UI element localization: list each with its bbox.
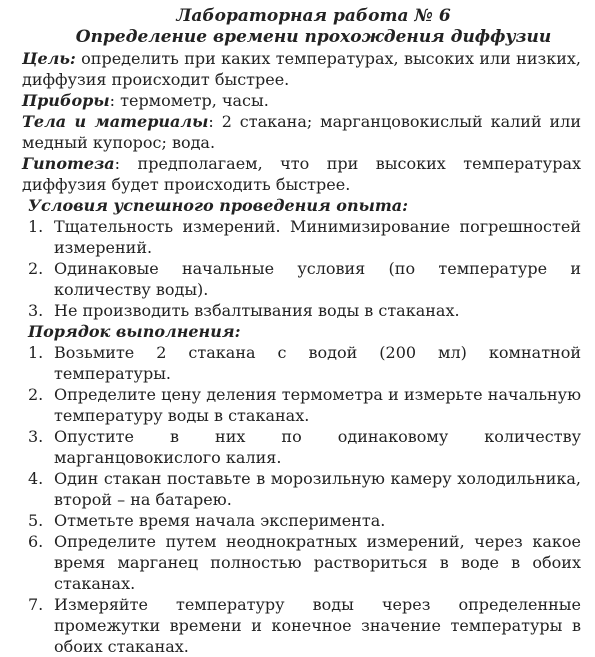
list-item-number: 2. xyxy=(28,259,44,278)
conditions-list xyxy=(22,216,581,321)
list-item-text: Измеряйте температуру воды через определенные промежутки времени и конечное значение температуры в обоих стаканах. xyxy=(54,595,581,656)
devices-paragraph xyxy=(22,90,581,111)
hypothesis-text: : предполагаем, что при высоких температурах диффузия будет происходить быстрее. xyxy=(22,154,581,194)
materials-label: Тела и материалы xyxy=(22,112,209,131)
list-item-number: 3. xyxy=(28,301,44,320)
list-item-text: Не производить взбалтывания воды в стаканах. xyxy=(54,301,460,320)
lab-subtitle: Определение времени прохождения диффузии xyxy=(75,27,552,47)
list-item-number: 6. xyxy=(28,532,44,551)
list-item xyxy=(22,300,581,321)
hypothesis-paragraph xyxy=(22,153,581,195)
list-item xyxy=(22,384,581,426)
list-item xyxy=(22,531,581,594)
list-item-number: 7. xyxy=(28,595,44,614)
list-item xyxy=(22,594,581,657)
materials-text: : 2 стакана; марганцовокислый калий или медный купорос; вода. xyxy=(22,112,581,152)
conditions-heading: Условия успешного проведения опыта: xyxy=(28,196,409,215)
list-item-text: Один стакан поставьте в морозильную камеру холодильника, второй – на батарею. xyxy=(54,469,581,509)
procedure-list xyxy=(22,342,581,657)
procedure-heading: Порядок выполнения: xyxy=(28,322,241,341)
list-item-text: Тщательность измерений. Минимизирование погрешностей измерений. xyxy=(54,217,581,257)
document-header xyxy=(22,6,581,48)
devices-label: Приборы xyxy=(22,91,110,110)
list-item-number: 3. xyxy=(28,427,44,446)
list-item xyxy=(22,510,581,531)
list-item-text: Отметьте время начала эксперимента. xyxy=(54,511,386,530)
list-item-number: 4. xyxy=(28,469,44,488)
list-item xyxy=(22,342,581,384)
list-item-text: Определите цену деления термометра и измерьте начальную температуру воды в стаканах. xyxy=(54,385,581,425)
list-item-text: Возьмите 2 стакана с водой (200 мл) комнатной температуры. xyxy=(54,343,581,383)
list-item xyxy=(22,426,581,468)
list-item-text: Одинаковые начальные условия (по температуре и количеству воды). xyxy=(54,259,581,299)
list-item xyxy=(22,216,581,258)
list-item-number: 1. xyxy=(28,217,44,236)
goal-label: Цель: xyxy=(22,49,76,68)
materials-paragraph xyxy=(22,111,581,153)
goal-text: определить при каких температурах, высоких или низких, диффузия происходит быстрее. xyxy=(22,49,581,89)
list-item xyxy=(22,258,581,300)
list-item-text: Определите путем неоднократных измерений, через какое время марганец полностью раствориться в воде в обоих стаканах. xyxy=(54,532,581,593)
list-item-text: Опустите в них по одинаковому количеству марганцовокислого калия. xyxy=(54,427,581,467)
list-item xyxy=(22,468,581,510)
list-item-number: 2. xyxy=(28,385,44,404)
list-item-number: 5. xyxy=(28,511,44,530)
lab-title: Лабораторная работа № 6 xyxy=(176,6,451,26)
goal-paragraph xyxy=(22,48,581,90)
devices-text: : термометр, часы. xyxy=(109,91,269,110)
list-item-number: 1. xyxy=(28,343,44,362)
hypothesis-label: Гипотеза xyxy=(22,154,115,173)
